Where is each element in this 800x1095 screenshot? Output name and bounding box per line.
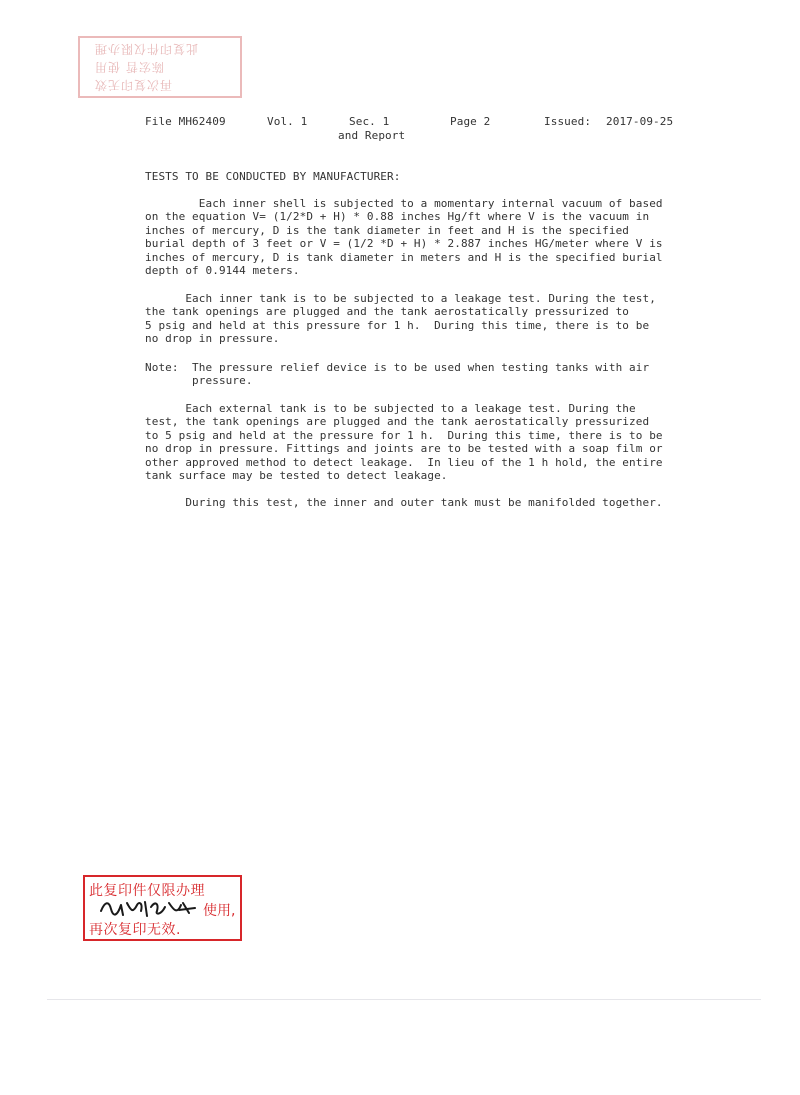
section-subtitle: and Report — [338, 129, 406, 142]
text-line: inches of mercury, D is the tank diameter in feet and H is the specified — [145, 223, 630, 237]
volume: Vol. 1 — [267, 115, 308, 128]
text-line: tank surface may be tested to detect leakage. — [145, 469, 448, 482]
top-copy-stamp — [78, 36, 242, 98]
stamp-top-line3: 再次复印无效 — [94, 78, 173, 92]
bottom-copy-stamp — [83, 875, 242, 941]
text-line: no drop in pressure. — [145, 332, 280, 346]
stamp-top-line2: 陈宏哲 使用 — [94, 60, 164, 74]
text-line: Note: The pressure relief device is to be used when testing tanks with air — [145, 361, 650, 374]
stamp-bottom-use: 使用, — [203, 903, 236, 919]
stamp-bottom-line3: 再次复印无效. — [89, 922, 181, 938]
text-line: Each inner shell is subjected to a momentary internal vacuum of based — [145, 197, 663, 210]
text-line: pressure. — [145, 374, 253, 388]
text-line: to 5 psig and held at the pressure for 1 h. During this time, there is to be — [145, 428, 663, 442]
text-line: Each inner tank is to be subjected to a leakage test. During the test, — [145, 292, 656, 305]
section: Sec. 1 — [349, 115, 390, 128]
page-bottom-divider — [47, 999, 761, 1000]
text-line: other approved method to detect leakage. In lieu of the 1 h hold, the entire — [145, 455, 663, 469]
text-line: on the equation V= (1/2*D + H) * 0.88 inches Hg/ft where V is the vacuum in — [145, 210, 650, 224]
stamp-bottom-line1: 此复印件仅限办理 — [89, 883, 205, 899]
section-heading: TESTS TO BE CONDUCTED BY MANUFACTURER: — [145, 170, 401, 183]
text-line: no drop in pressure. Fittings and joints are to be tested with a soap film or — [145, 442, 663, 456]
stamp-top-line1: 此复印件仅限办理 — [94, 42, 199, 56]
page-number: Page 2 — [450, 115, 491, 128]
handwritten-signature — [99, 897, 197, 919]
file-number: File MH62409 — [145, 115, 226, 128]
text-line: the tank openings are plugged and the tank aerostatically pressurized to — [145, 305, 630, 319]
issued-label: Issued: — [544, 115, 592, 128]
text-line: Each external tank is to be subjected to a leakage test. During the — [145, 402, 636, 415]
text-line: depth of 0.9144 meters. — [145, 264, 300, 277]
text-line: burial depth of 3 feet or V = (1/2 *D + H) * 2.887 inches HG/meter where V is — [145, 237, 663, 251]
text-line: 5 psig and held at this pressure for 1 h. During this time, there is to be — [145, 318, 650, 332]
text-line: test, the tank openings are plugged and the tank aerostatically pressurized — [145, 415, 650, 429]
issued-date: 2017-09-25 — [606, 115, 674, 128]
text-line: During this test, the inner and outer tank must be manifolded together. — [145, 496, 663, 509]
text-line: inches of mercury, D is tank diameter in meters and H is the specified burial — [145, 250, 663, 264]
